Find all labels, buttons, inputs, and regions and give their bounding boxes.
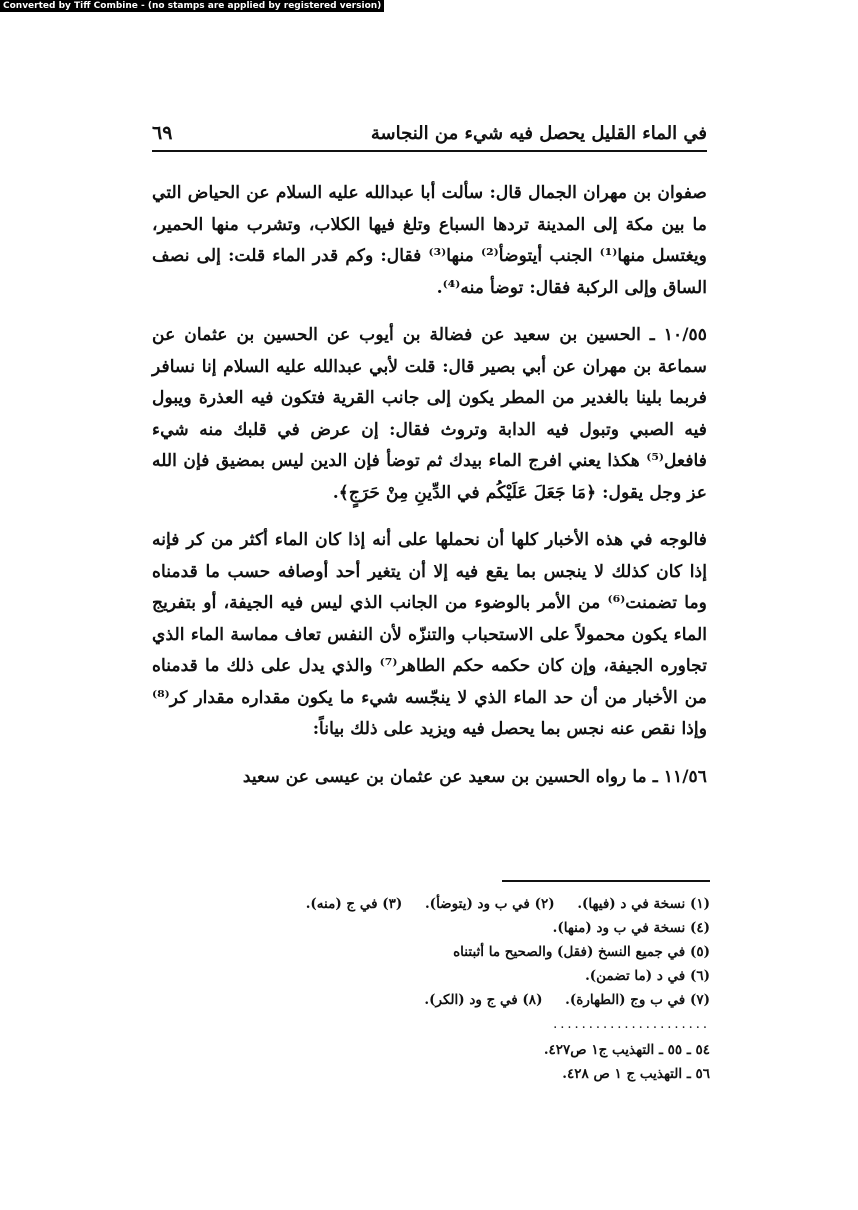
chapter-title: في الماء القليل يحصل فيه شيء من النجاسة	[370, 123, 707, 144]
page-number: ٦٩	[152, 122, 173, 144]
footnote-line	[240, 916, 710, 940]
paragraph: صفوان بن مهران الجمال قال: سألت أبا عبدالله عليه السلام عن الحياض التي ما بين مكة إلى المدينة تردها السباع وتلغ فيها الكلاب، وتشرب منها الحمير، ويغتسل منها⁽¹⁾ الجنب أيتوضأ⁽²⁾ منها⁽³⁾ فقال: وكم قدر الماء قلت: إلى نصف الساق وإلى الركبة فقال: توضأ منه⁽⁴⁾.	[152, 183, 707, 298]
footnote: (٥) في جميع النسخ (فقل) والصحيح ما أثبتناه	[453, 944, 710, 960]
footnote-line	[240, 940, 710, 964]
footnotes	[240, 880, 710, 1086]
footnote: (٧) في ب وج (الطهارة).	[565, 992, 710, 1008]
paragraph: ١١/٥٦ ـ ما رواه الحسين بن سعيد عن عثمان بن عيسى عن سعيد	[242, 766, 707, 787]
footnote-line	[240, 892, 710, 916]
footnote: (٣) في ج (منه).	[305, 896, 403, 912]
footnote: (٦) في د (ما تضمن).	[585, 968, 710, 984]
dotted-separator: ......................	[553, 1017, 710, 1032]
footnote-line	[240, 988, 710, 1012]
footnote-line	[240, 964, 710, 988]
page-content	[152, 118, 707, 793]
footnote-rule	[502, 880, 710, 882]
footnote: (٨) في ج ود (الكر).	[424, 992, 543, 1008]
main-text	[152, 178, 707, 793]
source-reference: ٥٤ ـ ٥٥ ـ التهذيب ج١ ص٤٢٧.	[543, 1042, 710, 1058]
footnote: (١) نسخة في د (فيها).	[577, 896, 710, 912]
footnote: (٢) في ب ود (يتوضأ).	[424, 896, 555, 912]
running-header	[152, 118, 707, 152]
paragraph: ١٠/٥٥ ـ الحسين بن سعيد عن فضالة بن أيوب عن الحسين بن عثمان عن سماعة بن مهران عن أبي بصير قال: قلت لأبي عبدالله عليه السلام إنا نسافر فربما بلينا بالغدير من المطر يكون إلى جانب القرية فتكون فيه العذرة ويبول فيه الصبي وتبول فيه الدابة وتروث فقال: إن عرض في قلبك منه شيء فافعل⁽⁵⁾ هكذا يعني افرج الماء بيدك ثم توضأ فإن الدين ليس بمضيق فإن الله عز وجل يقول: ﴿مَا جَعَلَ عَلَيْكُم في الدِّينِ مِنْ حَرَجٍ﴾.	[152, 325, 707, 503]
converter-banner: Converted by Tiff Combine - (no stamps are applied by registered version)	[0, 0, 384, 12]
footnote: (٤) نسخة في ب ود (منها).	[552, 920, 710, 936]
paragraph: فالوجه في هذه الأخبار كلها أن نحملها على أنه إذا كان الماء أكثر من كر فإنه إذا كان كذلك لا ينجس بما يقع فيه إلا أن يتغير أحد أوصافه حسب ما قدمناه وما تضمنت⁽⁶⁾ من الأمر بالوضوء من الجانب الذي ليس فيه الجيفة، أو بتفريج الماء يكون محمولاً على الاستحباب والتنزّه لأن النفس تعاف مماسة الماء الذي تجاوره الجيفة، وإن كان حكمه حكم الطاهر⁽⁷⁾ والذي يدل على ذلك ما قدمناه من الأخبار من أن حد الماء الذي لا ينجّسه شيء ما يكون مقداره مقدار كر⁽⁸⁾ وإذا نقص عنه نجس بما يحصل فيه ويزيد على ذلك بياناً:	[152, 530, 707, 739]
source-reference: ٥٦ ـ التهذيب ج ١ ص ٤٢٨.	[562, 1066, 710, 1082]
